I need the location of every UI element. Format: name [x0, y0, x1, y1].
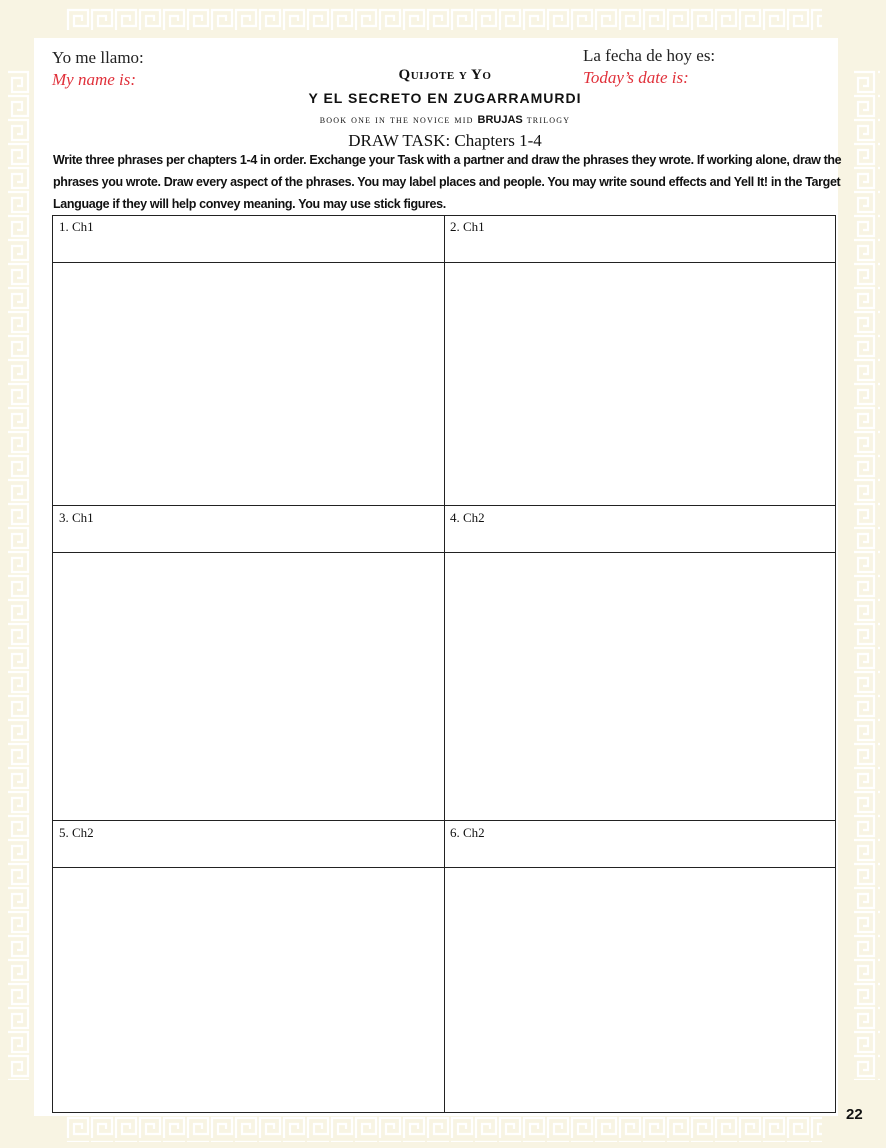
cell-label-2: 2. Ch1	[450, 219, 485, 234]
cell-label-1: 1. Ch1	[59, 219, 94, 234]
cell-label-5: 5. Ch2	[59, 825, 94, 840]
greek-key-border-left	[6, 70, 32, 1080]
grid-divider	[53, 262, 835, 263]
cell-label-3: 3. Ch1	[59, 510, 94, 525]
date-label: La fecha de hoy es:	[583, 46, 716, 65]
cell-label-4: 4. Ch2	[450, 510, 485, 525]
series-line	[250, 114, 640, 126]
grid-divider	[53, 552, 835, 553]
name-label: Yo me llamo:	[52, 48, 144, 67]
cell-label-6: 6. Ch2	[450, 825, 485, 840]
grid-divider	[53, 820, 835, 821]
series-name: BRUJAS	[477, 114, 523, 126]
task-instructions: Write three phrases per chapters 1-4 in order. Exchange your Task with a partner and draw the phrases they wrote. If working alone, draw the phrases you wrote. Draw every aspect of the phrases. You may label places and people. You may write sound effects and Yell It! in the Target Language if they will help convey meaning. You may use stick figures.	[53, 153, 842, 211]
grid-divider	[53, 505, 835, 506]
greek-key-border-right	[852, 70, 880, 1080]
series-suffix: trilogy	[522, 114, 571, 126]
drawing-grid	[52, 215, 836, 1113]
greek-key-border-bottom	[66, 1116, 822, 1142]
grid-divider-vertical	[444, 216, 445, 1112]
book-title: Quijote y Yo	[398, 67, 492, 83]
date-label-english: Today’s date is:	[583, 68, 689, 87]
grid-divider	[53, 867, 835, 868]
page-number: 22	[846, 1106, 863, 1123]
name-label-english: My name is:	[52, 70, 137, 89]
series-prefix: book one in the novice mid	[319, 114, 478, 126]
book-subtitle: Y EL SECRETO EN ZUGARRAMURDI	[308, 90, 582, 106]
task-heading: DRAW TASK: Chapters 1-4	[348, 131, 542, 150]
greek-key-border-top	[66, 8, 822, 32]
